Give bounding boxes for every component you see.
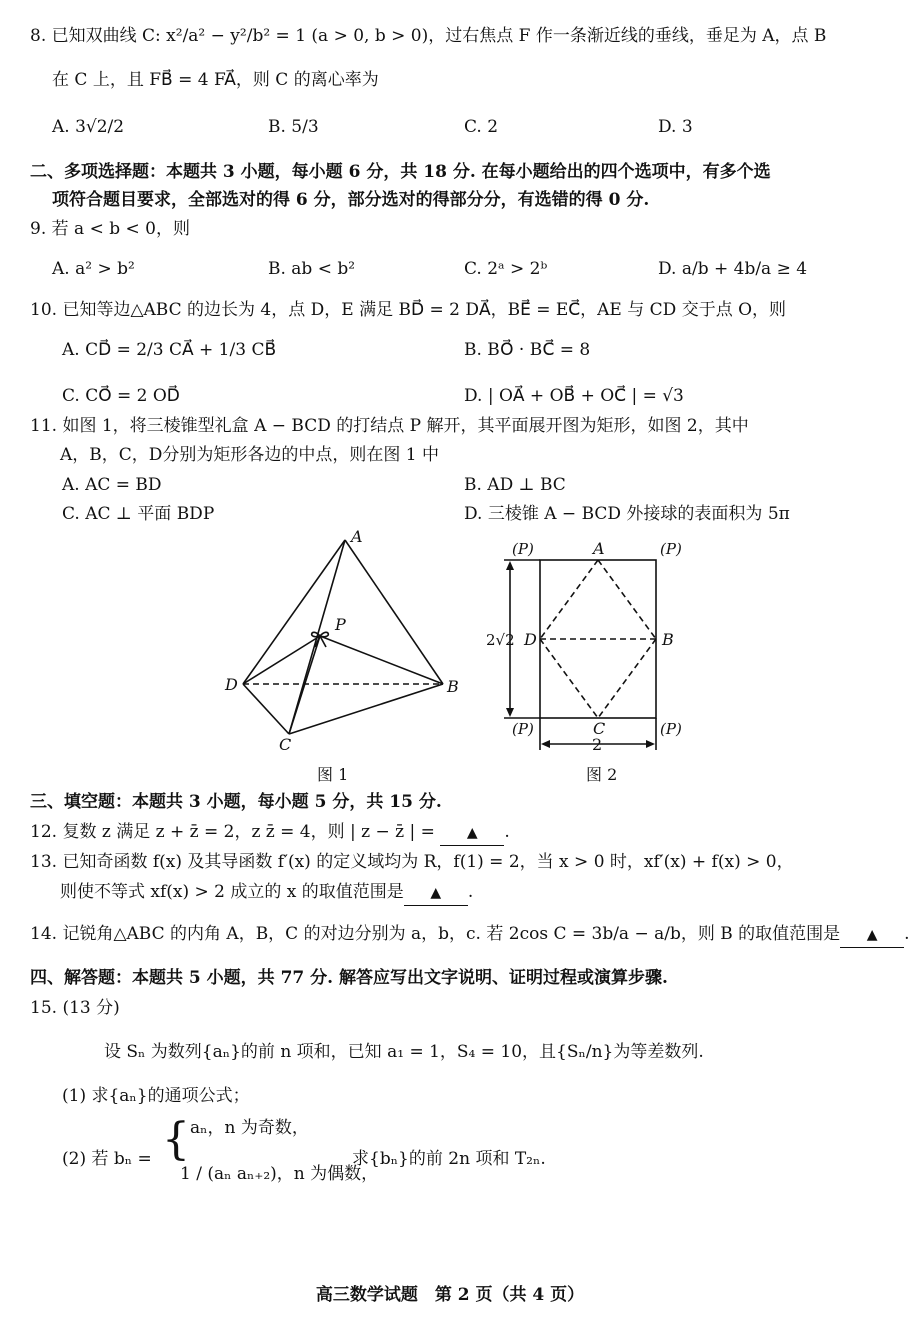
- answer-placeholder-icon: ▲: [430, 885, 442, 901]
- q8-line2: 在 C 上，且 FB⃗ = 4 FA⃗，则 C 的离心率为: [52, 70, 379, 90]
- q9-stem: 9. 若 a < b < 0，则: [30, 219, 190, 239]
- q11-line1: 11. 如图 1，将三棱锥型礼盒 A − BCD 的打结点 P 解开，其平面展开图为矩形，如图 2，其中: [30, 416, 749, 436]
- q11-option-c: C. AC ⊥ 平面 BDP: [62, 504, 215, 524]
- q15-header: 15. (13 分): [30, 998, 120, 1018]
- answer-placeholder-icon: ▲: [866, 927, 878, 943]
- figure2-caption: 图 2: [586, 765, 618, 784]
- q15-case2: [180, 1162, 378, 1186]
- fig2-corner-br: (P): [660, 720, 682, 738]
- q9-option-c: C. 2ᵃ > 2ᵇ: [464, 259, 548, 279]
- q10-option-a: A. CD⃗ = 2/3 CA⃗ + 1/3 CB⃗: [62, 340, 277, 360]
- q13-line2-text: 则使不等式 xf(x) > 2 成立的 x 的取值范围是: [60, 882, 404, 902]
- fig2-corner-bl: (P): [512, 720, 534, 738]
- q15-case1: aₙ，n 为奇数，: [190, 1118, 309, 1138]
- fold-ab: [598, 560, 656, 639]
- answer-placeholder-icon: ▲: [466, 825, 478, 841]
- edge-cb: [289, 684, 443, 734]
- fig1-label-b: B: [447, 677, 459, 696]
- edge-dc: [243, 684, 289, 734]
- q10-option-c: C. CO⃗ = 2 OD⃗: [62, 386, 180, 406]
- q12-text: 12. 复数 z 满足 z + z̄ = 2，z z̄ = 4，则 | z − z̄ | =: [30, 822, 441, 842]
- q11-line2: A，B，C，D分别为矩形各边的中点，则在图 1 中: [60, 445, 440, 465]
- fold-bc: [598, 639, 656, 718]
- fig2-label-c: C: [593, 719, 606, 738]
- section2-line2: 项符合题目要求，全部选对的得 6 分，部分选对的得部分分，有选错的得 0 分.: [52, 190, 650, 210]
- edge-pb: [320, 636, 443, 684]
- figure1-tetrahedron: [215, 528, 475, 790]
- q15-part2-prefix: (2) 若 bₙ =: [62, 1149, 152, 1169]
- q12-line: [30, 820, 510, 846]
- q12-tail: .: [504, 822, 510, 842]
- q15-case2-condition: ，n 为偶数，: [276, 1164, 379, 1184]
- piecewise-brace-icon: {: [162, 1114, 190, 1165]
- q14-line: [30, 922, 910, 948]
- q11-option-a: A. AC = BD: [62, 475, 162, 495]
- net-rectangle: [540, 560, 656, 718]
- fig1-label-a: A: [351, 527, 363, 546]
- edge-pc: [289, 636, 320, 734]
- q9-option-b: B. ab < b²: [268, 259, 356, 279]
- fig2-corner-tr: (P): [660, 540, 682, 558]
- q13-answer-blank: [404, 880, 468, 906]
- q12-answer-blank: [440, 820, 504, 846]
- fig1-label-p: P: [335, 615, 346, 634]
- fig2-corner-tl: (P): [512, 540, 534, 558]
- q10-option-b: B. BO⃗ · BC⃗ = 8: [464, 340, 591, 360]
- q11-option-b: B. AD ⊥ BC: [464, 475, 566, 495]
- q14-tail: .: [904, 924, 910, 944]
- fold-dc: [540, 639, 598, 718]
- q10-option-d: D. | OA⃗ + OB⃗ + OC⃗ | = √3: [464, 386, 684, 406]
- q13-tail: .: [467, 882, 474, 902]
- q9-option-a: A. a² > b²: [52, 259, 135, 279]
- edge-pd: [243, 636, 320, 684]
- fig2-height-label: 2√2: [486, 631, 515, 649]
- q8-option-d: D. 3: [658, 117, 693, 137]
- q9-option-d: D. a/b + 4b/a ≥ 4: [658, 259, 808, 279]
- edge-ab: [345, 540, 443, 684]
- q8-option-b: B. 5/3: [268, 117, 319, 137]
- q13-line1: 13. 已知奇函数 f(x) 及其导函数 f′(x) 的定义域均为 R，f(1) = 2，当 x > 0 时，xf′(x) + f(x) > 0，: [30, 852, 794, 872]
- section3-title: 三、填空题：本题共 3 小题，每小题 5 分，共 15 分.: [30, 792, 442, 812]
- q10-stem: 10. 已知等边△ABC 的边长为 4，点 D，E 满足 BD⃗ = 2 DA⃗，BE⃗ = EC⃗，AE 与 CD 交于点 O，则: [30, 300, 787, 320]
- fig2-label-b: B: [662, 630, 674, 649]
- q15-part2-suffix: 求{bₙ}的前 2n 项和 T₂ₙ.: [352, 1149, 546, 1169]
- figure1-caption: 图 1: [317, 765, 349, 784]
- fig2-width-label: 2: [592, 735, 603, 754]
- q14-text: 14. 记锐角△ABC 的内角 A，B，C 的对边分别为 a，b，c. 若 2cos C = 3b/a − a/b，则 B 的取值范围是: [30, 924, 841, 944]
- q8-option-c: C. 2: [464, 117, 499, 137]
- fig2-label-d: D: [524, 630, 537, 649]
- section2-line1: 二、多项选择题：本题共 3 小题，每小题 6 分，共 18 分. 在每小题给出的四个选项中，有多个选: [30, 162, 771, 182]
- page-footer: 高三数学试题 第 2 页（共 4 页）: [315, 1285, 585, 1305]
- q14-answer-blank: [840, 922, 904, 948]
- section4-title: 四、解答题：本题共 5 小题，共 77 分. 解答应写出文字说明、证明过程或演算步骤.: [30, 968, 668, 988]
- fig1-label-d: D: [225, 675, 238, 694]
- q11-option-d: D. 三棱锥 A − BCD 外接球的表面积为 5π: [464, 504, 790, 524]
- q13-line2: [60, 880, 473, 906]
- q15-part1: (1) 求{aₙ}的通项公式；: [62, 1086, 250, 1106]
- fold-ad: [540, 560, 598, 639]
- q15-stem: 设 Sₙ 为数列{aₙ}的前 n 项和，已知 a₁ = 1，S₄ = 10，且{Sₙ/n}为等差数列.: [104, 1042, 704, 1062]
- q15-case2-fraction: 1 / (aₙ aₙ₊₂): [180, 1164, 277, 1184]
- fig2-label-a: A: [593, 539, 605, 558]
- figure2-net: [482, 532, 702, 790]
- fig1-label-c: C: [279, 735, 292, 754]
- q8-line1: 8. 已知双曲线 C: x²/a² − y²/b² = 1 (a > 0, b > 0)，过右焦点 F 作一条渐近线的垂线，垂足为 A，点 B: [30, 26, 827, 46]
- edge-ad: [243, 540, 345, 684]
- q8-option-a: A. 3√2/2: [52, 117, 125, 137]
